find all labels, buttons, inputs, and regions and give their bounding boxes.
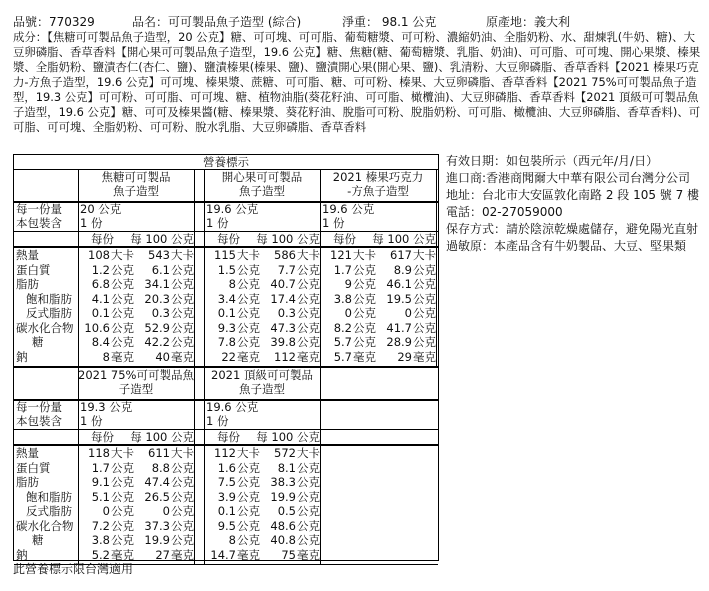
unit: 公克	[111, 489, 134, 504]
col-header: 每份	[217, 232, 240, 246]
nutrient-value: 0.5	[277, 504, 296, 518]
product-name: 魚子造型	[113, 184, 159, 198]
nutrient-value: 0	[102, 504, 110, 518]
unit: 公克	[237, 475, 260, 489]
unit: 大卡	[171, 248, 194, 262]
nutrient-value: 19.9	[144, 533, 170, 547]
nutrient-label: 飽和脂肪	[26, 291, 72, 306]
nutrient-value: 5.2	[91, 547, 110, 562]
nutrient-value: 543	[148, 248, 170, 262]
nutrient-label: 蛋白質	[16, 460, 51, 475]
nutrient-value: 3.4	[217, 291, 236, 306]
unit: 公克	[111, 518, 134, 533]
product-name: 品名：可可製品魚子造型 (綜合)	[132, 15, 302, 29]
unit: 毫克	[171, 547, 194, 562]
importer-address: 地址：台北市大安區敦化南路 2 段 105 號 7 樓	[446, 188, 700, 202]
nutrient-value: 40.7	[270, 277, 296, 291]
unit: 公克	[297, 518, 320, 533]
servings-per-pack: 1 份	[322, 216, 345, 230]
nutrient-value: 22	[221, 349, 236, 364]
unit: 公克	[171, 262, 194, 277]
nutrient-value: 4.1	[91, 291, 110, 306]
unit: 公克	[297, 291, 320, 306]
unit: 毫克	[413, 349, 436, 364]
unit: 公克	[237, 533, 260, 547]
nutrient-value: 9	[344, 277, 352, 291]
nutrient-value: 7.5	[217, 475, 236, 489]
nutrient-value: 0.3	[277, 306, 296, 320]
product-info	[446, 154, 702, 256]
storage-instructions: 保存方式：請於陰涼乾燥處儲存，避免陽光直射	[446, 222, 699, 236]
nutrient-label: 糖	[32, 335, 44, 349]
unit: 公克	[237, 262, 260, 277]
importer-phone: 電話：02-27059000	[446, 205, 563, 219]
unit: 公克	[237, 504, 260, 518]
nutrient-value: 611	[148, 446, 170, 460]
nutrient-value: 3.9	[217, 489, 236, 504]
unit: 毫克	[171, 349, 194, 364]
serving-size: 20 公克	[80, 202, 122, 216]
unit: 公克	[297, 306, 320, 320]
nutrient-value: 121	[330, 248, 352, 262]
nutrient-value: 38.3	[270, 475, 296, 489]
nutrient-value: 27	[155, 547, 170, 562]
unit: 公克	[171, 533, 194, 547]
unit: 大卡	[111, 446, 134, 460]
unit: 公克	[297, 277, 320, 291]
product-name: 2021 榛果巧克力	[332, 170, 424, 184]
unit: 公克	[111, 335, 134, 349]
country-of-origin: 原產地：義大利	[486, 15, 571, 29]
nutrient-value: 8.9	[393, 262, 412, 277]
ingredients-text: 成分：【焦糖可可製品魚子造型，20 公克】糖、可可塊、可可脂、葡萄糖漿、可可粉、濃縮奶油、全脂奶粉、水、甜煉乳(牛奶、糖)、大豆卵磷脂、香草香料【開心果可可製品魚子造型，19.6 公克】糖、焦糖(糖、葡萄糖漿、乳脂、奶油)、可可脂、可可塊、開心果漿、榛果漿、全脂奶粉、鹽漬杏仁(杏仁、鹽)、鹽漬榛果(榛果、鹽)、鹽漬開心果(開心果、鹽)、乳清粉、大豆卵磷脂、香草香料【2021 榛果巧克力-方魚子造型，19.6 公克】可可塊、榛果漿、蔗糖、可可脂、糖、可可粉、榛果、大豆卵磷脂、香草香料【2021 75%可可製品魚子造型，19.3 公克】可可粉、可可脂、可可塊、糖、植物油脂(葵花籽油、可可脂、橄欖油)、大豆卵磷脂、香草香料【2021 頂級可可製品魚子造型，19.6 公克】糖、可可及榛果醬(糖、榛果漿、葵花籽油、脫脂可可粉、脫脂奶粉、可可脂、橄欖油、大豆卵磷脂、香草香料)、可可脂、可可塊、全脂奶粉、可可粉、脫水乳脂、大豆卵磷脂、香草香料	[13, 30, 701, 134]
nutrient-value: 0	[344, 306, 352, 320]
nutrient-value: 28.9	[386, 335, 412, 349]
nutrient-value: 41.7	[386, 320, 412, 335]
serving-label: 每一份量	[16, 400, 62, 414]
unit: 公克	[297, 335, 320, 349]
expiry-date: 有效日期：如包裝所示（西元年/月/日）	[446, 154, 659, 168]
unit: 毫克	[111, 547, 134, 562]
unit: 公克	[353, 320, 376, 335]
nutrient-value: 19.5	[386, 291, 412, 306]
nutrient-value: 6.1	[151, 262, 170, 277]
col-header: 每份	[217, 430, 240, 444]
nutrient-label: 脂肪	[16, 277, 39, 291]
unit: 公克	[237, 306, 260, 320]
unit: 公克	[111, 320, 134, 335]
nutrient-value: 8	[228, 277, 236, 291]
unit: 公克	[111, 475, 134, 489]
unit: 公克	[413, 306, 436, 320]
unit: 公克	[297, 475, 320, 489]
nutrient-value: 0	[404, 306, 412, 320]
rule	[194, 367, 195, 564]
nutrient-label: 鈉	[16, 349, 28, 364]
nutrient-value: 34.1	[144, 277, 170, 291]
nutrient-value: 8.4	[91, 335, 110, 349]
col-header: 每 100 公克	[372, 232, 436, 246]
serving-size: 19.6 公克	[206, 400, 259, 414]
nutrient-value: 7.7	[277, 262, 296, 277]
serving-size: 19.6 公克	[322, 202, 375, 216]
unit: 公克	[171, 320, 194, 335]
net-weight: 淨重： 98.1 公克	[342, 15, 437, 29]
nutrient-label: 熱量	[16, 446, 39, 460]
product-name: 魚子造型	[239, 382, 285, 396]
unit: 公克	[297, 262, 320, 277]
nutrient-value: 6.8	[91, 277, 110, 291]
importer: 進口商:香港商聞爾大中華有限公司台灣分公司	[446, 171, 691, 185]
nutrient-label: 碳水化合物	[16, 320, 74, 335]
unit: 毫克	[353, 349, 376, 364]
nutrient-value: 1.7	[333, 262, 352, 277]
product-name: 開心果可可製品	[221, 170, 303, 184]
unit: 大卡	[297, 446, 320, 460]
unit: 公克	[171, 277, 194, 291]
unit: 公克	[171, 504, 194, 518]
nutrient-label: 反式脂肪	[26, 306, 72, 320]
product-name: 魚子造型	[239, 184, 285, 198]
servings-per-pack: 1 份	[80, 216, 103, 230]
unit: 毫克	[297, 349, 320, 364]
unit: 公克	[111, 504, 134, 518]
nutrient-value: 8.8	[151, 460, 170, 475]
nutrient-value: 1.7	[91, 460, 110, 475]
nutrient-value: 46.1	[386, 277, 412, 291]
nutrient-value: 9.1	[91, 475, 110, 489]
nutrient-value: 29	[397, 349, 412, 364]
unit: 公克	[353, 262, 376, 277]
unit: 毫克	[297, 547, 320, 562]
nutrient-value: 1.2	[91, 262, 110, 277]
nutrient-value: 572	[274, 446, 296, 460]
unit: 公克	[353, 277, 376, 291]
unit: 公克	[111, 460, 134, 475]
unit: 公克	[237, 518, 260, 533]
product-name: -方魚子造型	[347, 184, 409, 198]
nutrient-value: 39.8	[270, 335, 296, 349]
serving-size: 19.3 公克	[80, 400, 133, 414]
nutrition-facts-table	[13, 154, 439, 561]
footer-note: 此營養標示限台灣適用	[13, 562, 134, 576]
nutrient-value: 7.2	[91, 518, 110, 533]
nutrient-label: 熱量	[16, 248, 39, 262]
nutrient-value: 42.2	[144, 335, 170, 349]
nutrient-value: 26.5	[144, 489, 170, 504]
nutrient-value: 20.3	[144, 291, 170, 306]
nutrient-value: 108	[88, 248, 110, 262]
unit: 大卡	[171, 446, 194, 460]
unit: 公克	[297, 489, 320, 504]
col-header: 每 100 公克	[130, 232, 194, 246]
nutrient-value: 14.7	[210, 547, 236, 562]
unit: 公克	[111, 306, 134, 320]
nutrient-value: 617	[390, 248, 412, 262]
unit: 大卡	[111, 248, 134, 262]
rule	[194, 169, 195, 366]
unit: 大卡	[237, 446, 260, 460]
nutrient-value: 40.8	[270, 533, 296, 547]
unit: 公克	[111, 262, 134, 277]
servings-per-pack: 1 份	[206, 216, 229, 230]
unit: 公克	[353, 306, 376, 320]
unit: 公克	[297, 533, 320, 547]
unit: 公克	[413, 277, 436, 291]
unit: 大卡	[413, 248, 436, 262]
nutrient-value: 75	[281, 547, 296, 562]
item-number: 品號：770329	[13, 15, 95, 29]
unit: 公克	[171, 291, 194, 306]
nutrient-value: 52.9	[144, 320, 170, 335]
nutrient-value: 115	[214, 248, 236, 262]
unit: 公克	[353, 335, 376, 349]
unit: 公克	[237, 460, 260, 475]
unit: 公克	[171, 518, 194, 533]
unit: 公克	[297, 460, 320, 475]
nutrient-value: 3.8	[91, 533, 110, 547]
nutrient-value: 0	[162, 504, 170, 518]
unit: 毫克	[111, 349, 134, 364]
nutrient-value: 112	[274, 349, 296, 364]
serving-size: 19.6 公克	[206, 202, 259, 216]
servings-label: 本包裝含	[16, 414, 62, 428]
unit: 公克	[171, 335, 194, 349]
nutrient-value: 37.3	[144, 518, 170, 533]
nutrient-value: 7.8	[217, 335, 236, 349]
unit: 大卡	[237, 248, 260, 262]
nutrient-value: 8	[102, 349, 110, 364]
rule	[320, 367, 321, 564]
unit: 公克	[413, 262, 436, 277]
unit: 公克	[111, 533, 134, 547]
nutrient-value: 0.1	[217, 504, 236, 518]
nutrient-value: 0.3	[151, 306, 170, 320]
unit: 公克	[413, 320, 436, 335]
nutrient-value: 5.7	[333, 349, 352, 364]
unit: 公克	[413, 335, 436, 349]
servings-per-pack: 1 份	[206, 414, 229, 428]
nutrient-value: 47.3	[270, 320, 296, 335]
unit: 大卡	[353, 248, 376, 262]
nutrient-value: 17.4	[270, 291, 296, 306]
nutrient-value: 19.9	[270, 489, 296, 504]
nutrient-value: 40	[155, 349, 170, 364]
nutrient-value: 0.1	[91, 306, 110, 320]
product-name: 2021 頂級可可製品	[211, 368, 313, 382]
nutrient-value: 8	[228, 533, 236, 547]
col-header: 每份	[91, 430, 114, 444]
unit: 公克	[111, 291, 134, 306]
unit: 公克	[413, 291, 436, 306]
unit: 公克	[237, 489, 260, 504]
nutrient-label: 脂肪	[16, 475, 39, 489]
nutrient-value: 8.2	[333, 320, 352, 335]
product-name: 2021 75%可可製品魚	[78, 368, 194, 382]
unit: 公克	[237, 291, 260, 306]
unit: 公克	[297, 504, 320, 518]
nutrient-value: 1.5	[217, 262, 236, 277]
col-header: 每 100 公克	[130, 430, 194, 444]
nutrient-value: 9.3	[217, 320, 236, 335]
nutrient-value: 5.7	[333, 335, 352, 349]
nutrient-label: 蛋白質	[16, 262, 51, 277]
servings-label: 本包裝含	[16, 216, 62, 230]
nutrient-value: 8.1	[277, 460, 296, 475]
unit: 公克	[297, 320, 320, 335]
nutrient-value: 5.1	[91, 489, 110, 504]
col-header: 每份	[91, 232, 114, 246]
product-name: 子造型	[118, 382, 154, 396]
nutrient-value: 3.8	[333, 291, 352, 306]
nutrient-label: 飽和脂肪	[26, 489, 72, 504]
nutrient-value: 1.6	[217, 460, 236, 475]
nutrient-value: 586	[274, 248, 296, 262]
unit: 公克	[237, 320, 260, 335]
rule	[436, 169, 437, 366]
col-header: 每 100 公克	[256, 232, 320, 246]
unit: 公克	[171, 489, 194, 504]
allergen-info: 過敏原：本產品含有牛奶製品、大豆、堅果類	[446, 239, 687, 253]
unit: 大卡	[297, 248, 320, 262]
nutrient-label: 反式脂肪	[26, 504, 72, 518]
unit: 公克	[171, 475, 194, 489]
product-name: 焦糖可可製品	[101, 170, 171, 184]
nutrient-value: 0.1	[217, 306, 236, 320]
unit: 毫克	[237, 349, 260, 364]
unit: 公克	[353, 291, 376, 306]
nutrient-label: 碳水化合物	[16, 518, 74, 533]
nutrient-label: 糖	[32, 533, 44, 547]
nutrient-value: 112	[214, 446, 236, 460]
unit: 公克	[237, 335, 260, 349]
servings-per-pack: 1 份	[80, 414, 103, 428]
nutrition-title: 營養標示	[203, 155, 249, 169]
nutrient-value: 48.6	[270, 518, 296, 533]
nutrient-value: 10.6	[84, 320, 110, 335]
unit: 毫克	[237, 547, 260, 562]
unit: 公克	[237, 277, 260, 291]
unit: 公克	[111, 277, 134, 291]
unit: 公克	[171, 460, 194, 475]
col-header: 每份	[333, 232, 356, 246]
nutrient-label: 鈉	[16, 547, 28, 562]
col-header: 每 100 公克	[256, 430, 320, 444]
serving-label: 每一份量	[16, 202, 62, 216]
nutrient-value: 118	[88, 446, 110, 460]
nutrient-value: 9.5	[217, 518, 236, 533]
unit: 公克	[171, 306, 194, 320]
nutrient-value: 47.4	[144, 475, 170, 489]
